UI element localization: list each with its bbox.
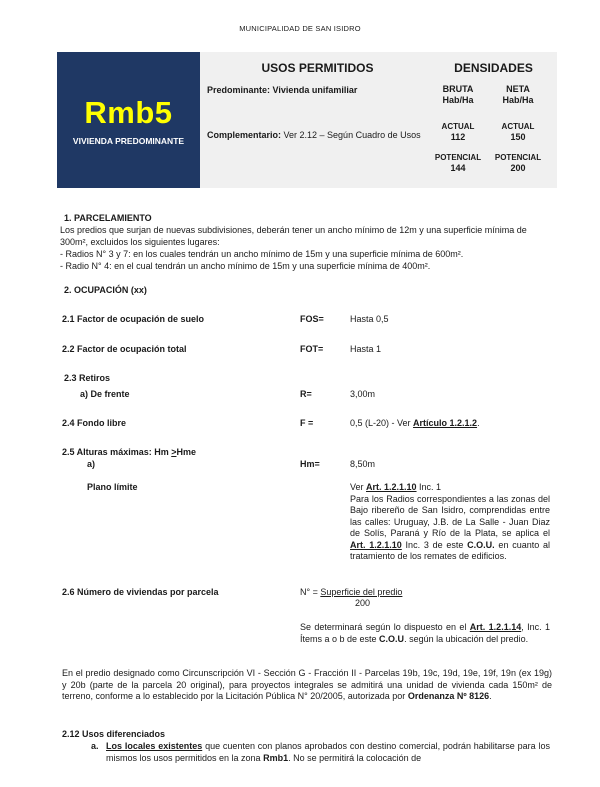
bruta-potencial-label: POTENCIAL <box>434 153 482 162</box>
fondo-value <box>350 418 480 430</box>
s1-item-radios-3-7: - Radios N° 3 y 7: en los cuales tendrán un ancho mínimo de 15m y una superficie mínima de 600m². <box>60 249 464 259</box>
fondo-article-link[interactable]: Artículo 1.2.1.2 <box>413 418 478 428</box>
hm-symbol: Hm= <box>300 459 320 469</box>
s212-heading: 2.12 Usos diferenciados <box>62 729 166 739</box>
fot-symbol: FOT= <box>300 344 324 354</box>
circunscripcion-paragraph <box>62 668 552 703</box>
plano-inc3: Inc. 3 de este <box>401 539 468 550</box>
s2-heading: 2. OCUPACIÓN (xx) <box>64 285 147 295</box>
s212-text: que cuenten con planos aprobados con destino comercial, podrán habilitarse para los mismos los usos permitidos en la zona <box>106 741 551 763</box>
fondo-end: . <box>477 418 480 428</box>
complementario-label: Complementario: <box>207 130 282 140</box>
alturas-hme: Hme <box>176 447 196 457</box>
neta-unit: Hab/Ha <box>502 95 534 105</box>
nviv-formula <box>300 587 402 599</box>
neta-label: NETA <box>506 84 530 94</box>
uso-complementario <box>207 129 429 141</box>
frente-value: 3,00m <box>350 389 376 399</box>
neta-potencial-label: POTENCIAL <box>494 153 542 162</box>
zone-subtitle: VIVIENDA PREDOMINANTE <box>72 136 185 146</box>
nviv-denominator: 200 <box>355 598 371 608</box>
alturas-item-a: a) <box>87 459 96 469</box>
fos-label: 2.1 Factor de ocupación de suelo <box>62 314 205 324</box>
locales-existentes-link[interactable]: Los locales existentes <box>106 741 203 751</box>
s1-paragraph: Los predios que surjan de nuevas subdivisiones, deberán tener un ancho mínimo de 12m y una superficie mínima de 300m², excluidos los siguientes lugares: <box>60 225 527 247</box>
fondo-label: 2.4 Fondo libre <box>62 418 127 428</box>
plano-inc: Inc. 1 <box>416 482 442 492</box>
fot-value: Hasta 1 <box>350 344 382 354</box>
plano-radios-text: Para los Radios correspondientes a las zonas del Bajo ribereño de San Isidro, comprendidas entre las calles: Uruguay, J.B. de La Salle - Juan Diaz de Solís, Paraná y Río de la Plata, se aplica el <box>350 493 550 538</box>
bruta-label: BRUTA <box>442 84 474 94</box>
s212-zone: Rmb1 <box>263 752 289 763</box>
alturas-ge: > <box>171 447 177 457</box>
circ-end: . <box>489 691 492 701</box>
hm-value: 8,50m <box>350 459 376 469</box>
fos-value: Hasta 0,5 <box>350 314 389 324</box>
plano-article-link-2[interactable]: Art. 1.2.1.10 <box>350 539 402 550</box>
plano-remates: en cuanto al tratamiento de los remates de edificios. <box>350 539 550 561</box>
bruta-potencial-value: 144 <box>450 163 466 173</box>
s1-heading: 1. PARCELAMIENTO <box>64 213 152 223</box>
note-article-link[interactable]: Art. 1.2.1.14 <box>469 622 522 632</box>
fondo-symbol: F = <box>300 418 314 428</box>
plano-limite-text <box>350 482 550 563</box>
plano-cou: C.O.U. <box>467 539 495 550</box>
complementario-text: Ver 2.12 – Según Cuadro de Usos <box>281 130 421 140</box>
densidades-title: DENSIDADES <box>454 61 533 75</box>
neta-header <box>488 84 548 106</box>
plano-limite-label: Plano límite <box>87 482 138 492</box>
fot-label: 2.2 Factor de ocupación total <box>62 344 187 354</box>
bruta-header <box>428 84 488 106</box>
bruta-unit: Hab/Ha <box>442 95 474 105</box>
note-text-1: Se determinará según lo dispuesto en el <box>300 622 470 632</box>
bruta-actual-value: 112 <box>450 132 466 142</box>
bruta-actual-label: ACTUAL <box>441 122 475 131</box>
neta-potencial-value: 200 <box>510 163 526 173</box>
nviv-symbol: N° = <box>300 587 321 597</box>
alturas-text: 2.5 Alturas máximas: Hm <box>62 447 172 457</box>
nviv-numerator: Superficie del predio <box>320 587 403 597</box>
bruta-potencial <box>428 153 488 174</box>
circ-text: En el predio designado como Circunscripción VI - Sección G - Fracción II - Parcelas 19b, 19c, 19d, 19e, 19f, 19n (ex 19g) y 20b (parte de la parcela 20 original), para proyectos integrales se admitirá una unidad de vivienda cada 150m² de terreno, conforme a lo establecido por la Licitación Pública N° 20/2005, autorizada por <box>62 668 552 701</box>
neta-actual-label: ACTUAL <box>501 122 535 131</box>
bruta-actual <box>428 122 488 143</box>
alturas-label <box>62 447 196 459</box>
retiros-label: 2.3 Retiros <box>64 373 111 383</box>
note-cou: C.O.U <box>379 633 405 644</box>
usos-title: USOS PERMITIDOS <box>261 61 374 75</box>
zone-code: Rmb5 <box>84 95 173 130</box>
nviv-note <box>300 622 550 645</box>
page-header: MUNICIPALIDAD DE SAN ISIDRO <box>239 24 361 33</box>
circ-ordenanza: Ordenanza Nº 8126 <box>407 691 490 701</box>
fondo-text: 0,5 (L-20) - Ver <box>350 418 414 428</box>
s212-paragraph <box>106 741 550 764</box>
s1-item-radio-4: - Radio N° 4: en el cual tendrán un ancho mínimo de 15m y una superficie mínima de 400m². <box>60 261 431 271</box>
neta-actual <box>488 122 548 143</box>
note-text-3: . según la ubicación del predio. <box>404 633 529 644</box>
note-text-2: , Inc. 1 Ítems a o b de este <box>300 622 551 644</box>
s212-item-a: a. <box>91 741 99 751</box>
neta-actual-value: 150 <box>510 132 526 142</box>
neta-potencial <box>488 153 548 174</box>
plano-ver: Ver <box>350 482 367 492</box>
nviv-label: 2.6 Número de viviendas por parcela <box>62 587 219 597</box>
s212-end: . No se permitirá la colocación de <box>288 752 422 763</box>
uso-predominante: Predominante: Vivienda unifamiliar <box>207 85 358 95</box>
frente-symbol: R= <box>300 389 312 399</box>
plano-article-link-1[interactable]: Art. 1.2.1.10 <box>366 482 417 492</box>
frente-label: a) De frente <box>80 389 130 399</box>
fos-symbol: FOS= <box>300 314 324 324</box>
